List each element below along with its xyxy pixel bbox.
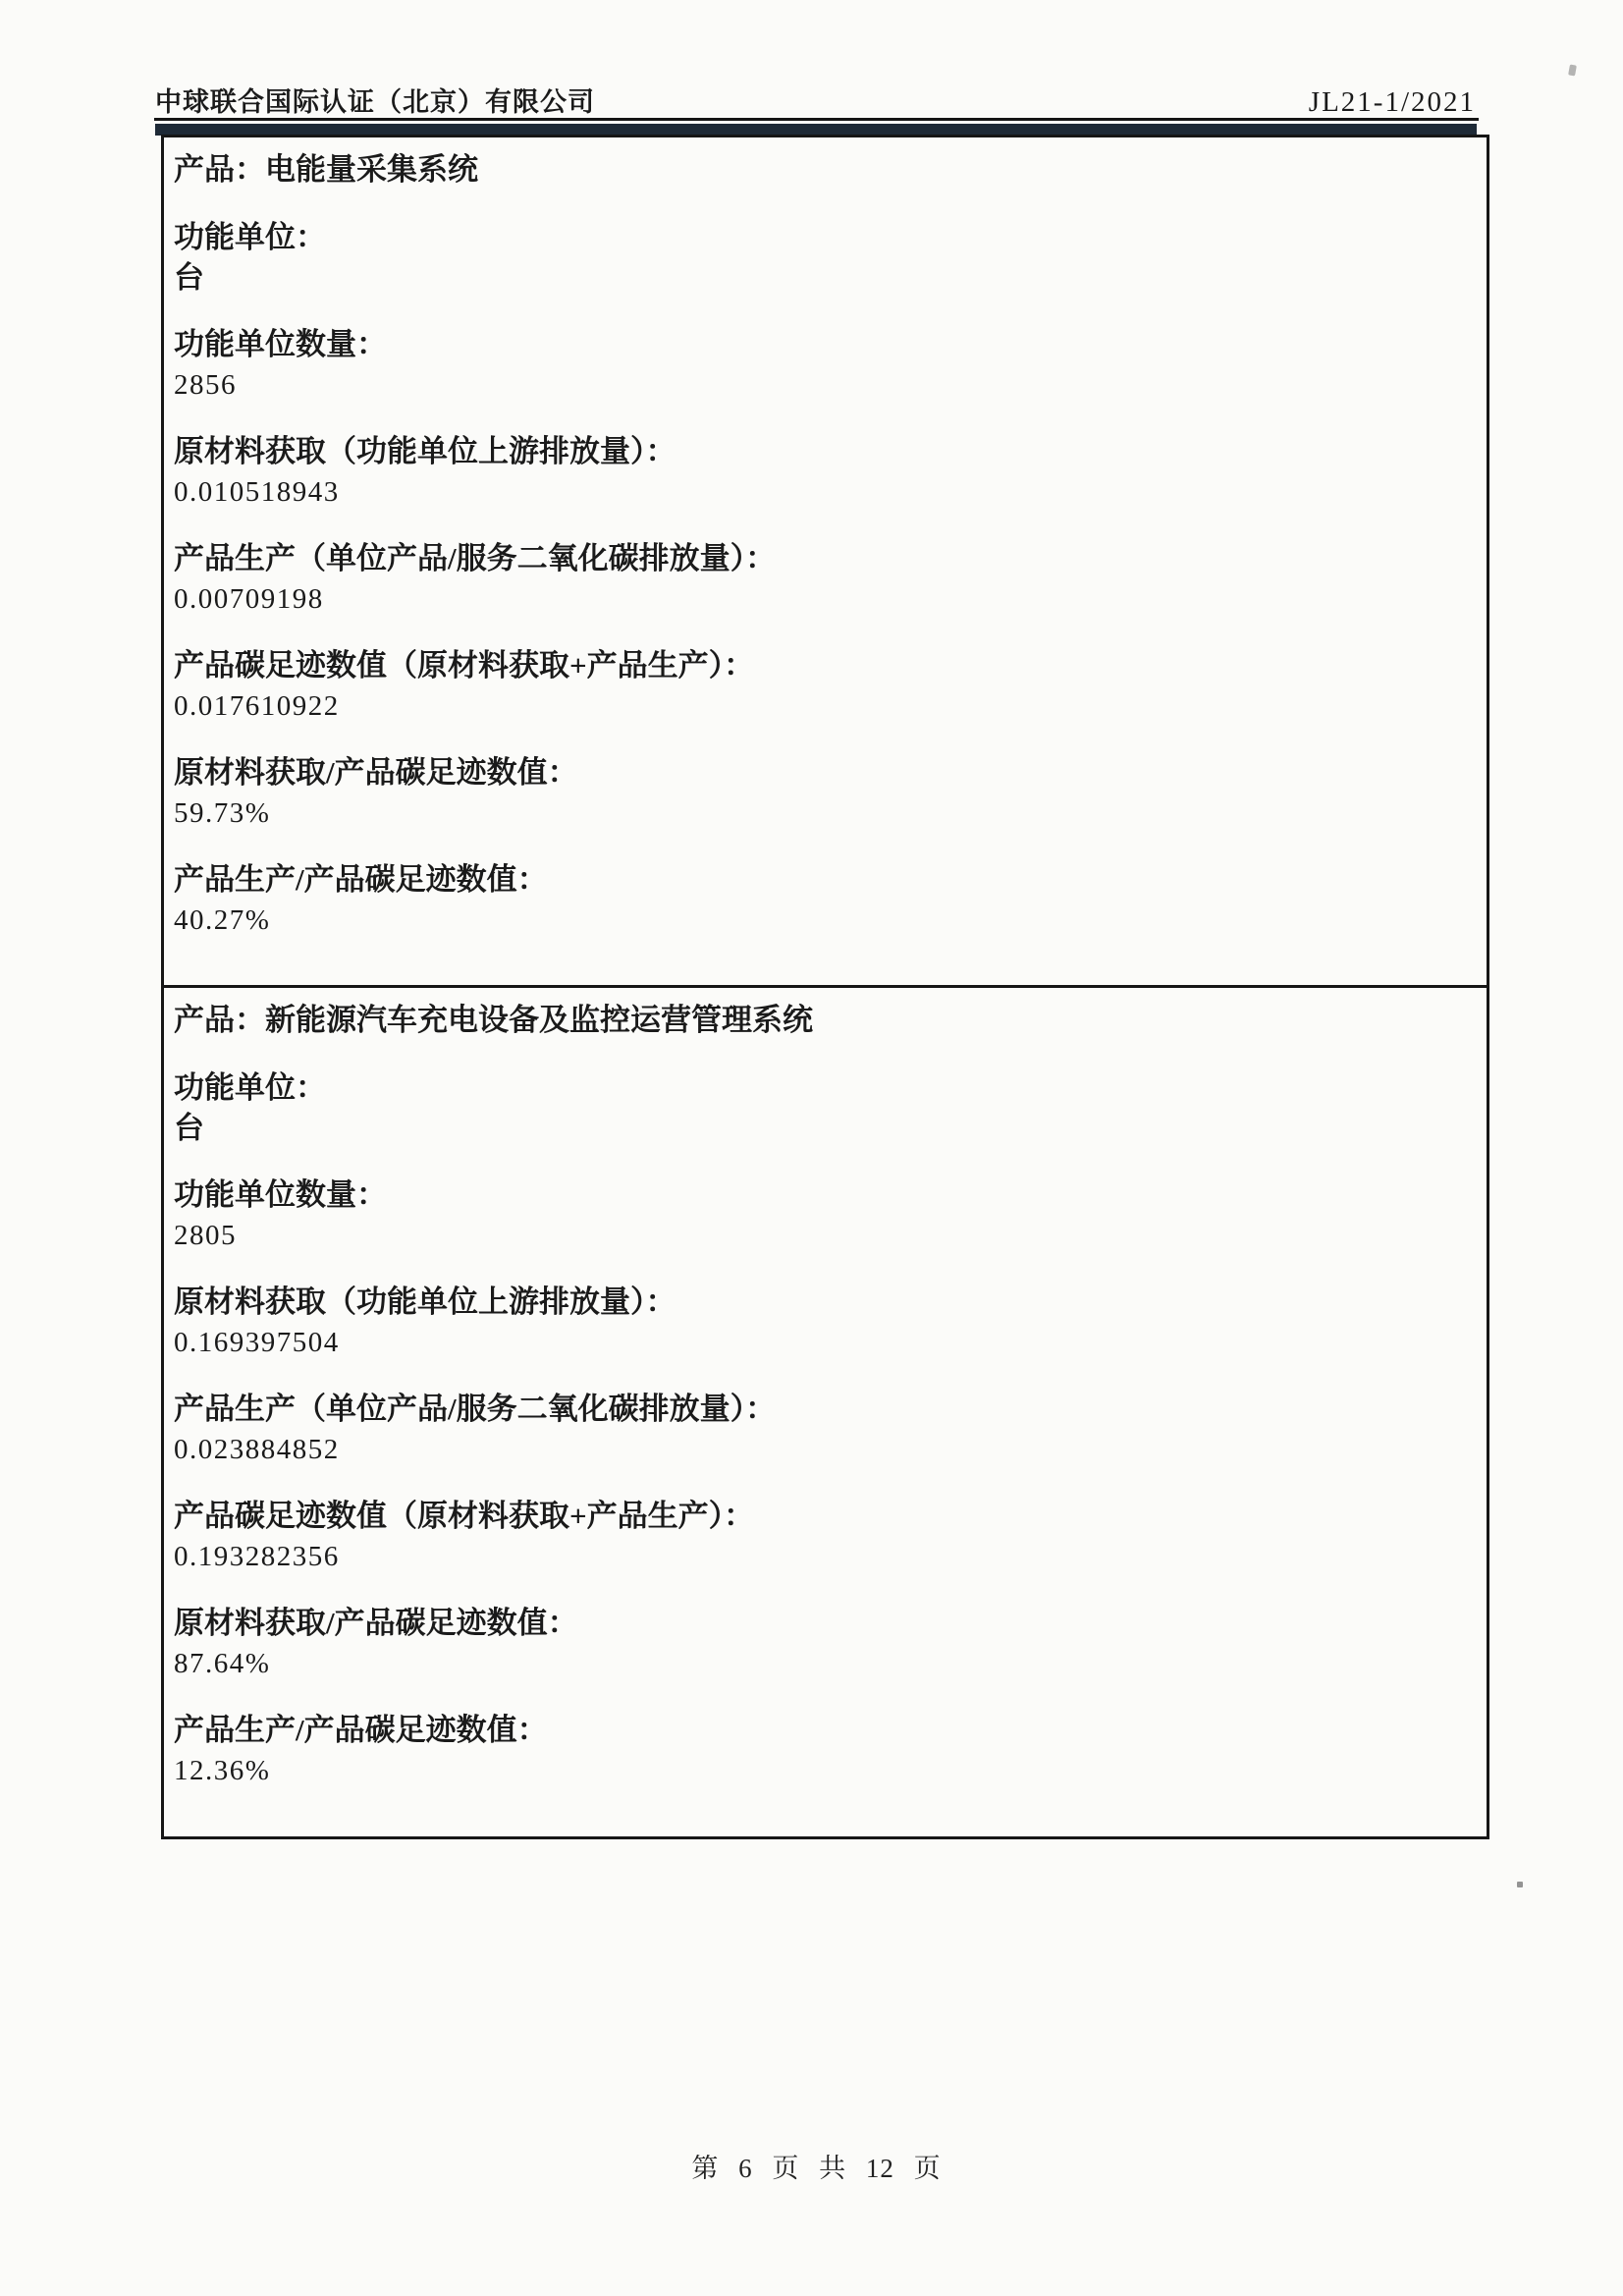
document-code: JL21-1/2021 xyxy=(1308,86,1476,118)
page-header xyxy=(155,81,1476,119)
field-carbon-footprint xyxy=(174,646,1463,727)
field-value: 0.023884852 xyxy=(174,1434,340,1465)
field-production xyxy=(174,1390,1463,1470)
field-value: 59.73% xyxy=(174,797,271,829)
field-value: 台 xyxy=(174,1111,204,1145)
field-raw-material-ratio xyxy=(174,1604,1463,1684)
field-label: 原材料获取（功能单位上游排放量）： xyxy=(174,434,676,468)
field-unit-quantity xyxy=(174,1175,1463,1256)
field-raw-material xyxy=(174,1283,1463,1363)
field-functional-unit xyxy=(174,218,1463,299)
field-label: 原材料获取/产品碳足迹数值： xyxy=(174,1606,578,1640)
header-rule-thin xyxy=(154,118,1479,121)
field-label: 产品碳足迹数值（原材料获取+产品生产）： xyxy=(174,648,755,683)
scan-speck xyxy=(1568,64,1577,76)
field-value: 2856 xyxy=(174,369,237,401)
field-value: 台 xyxy=(174,260,204,295)
field-production xyxy=(174,539,1463,620)
product-data-box xyxy=(161,135,1489,1839)
field-raw-material-ratio xyxy=(174,753,1463,834)
field-unit-quantity xyxy=(174,325,1463,406)
field-label: 产品生产（单位产品/服务二氧化碳排放量）： xyxy=(174,1392,777,1426)
field-label: 产品生产（单位产品/服务二氧化碳排放量）： xyxy=(174,541,777,575)
field-value: 0.00709198 xyxy=(174,583,324,615)
company-name: 中球联合国际认证（北京）有限公司 xyxy=(155,87,595,117)
product-title: 产品：新能源汽车充电设备及监控运营管理系统 xyxy=(174,1003,813,1037)
field-value: 0.017610922 xyxy=(174,690,340,722)
field-label: 功能单位数量： xyxy=(174,1177,387,1212)
field-carbon-footprint xyxy=(174,1497,1463,1577)
field-production-ratio xyxy=(174,860,1463,941)
field-value: 40.27% xyxy=(174,904,271,936)
page-number-footer: 第 6 页 共 12 页 xyxy=(691,2154,942,2183)
field-label: 产品生产/产品碳足迹数值： xyxy=(174,862,548,897)
product-section-1 xyxy=(164,137,1487,988)
field-label: 功能单位： xyxy=(174,1070,326,1105)
field-value: 2805 xyxy=(174,1220,237,1251)
field-value: 0.193282356 xyxy=(174,1541,340,1572)
field-production-ratio xyxy=(174,1711,1463,1791)
field-label: 原材料获取/产品碳足迹数值： xyxy=(174,755,578,790)
product-section-2 xyxy=(164,988,1487,1791)
field-label: 产品碳足迹数值（原材料获取+产品生产）： xyxy=(174,1499,755,1533)
field-value: 0.169397504 xyxy=(174,1327,340,1358)
scan-speck xyxy=(1517,1882,1523,1887)
field-raw-material xyxy=(174,432,1463,513)
field-value: 12.36% xyxy=(174,1755,271,1786)
field-functional-unit xyxy=(174,1068,1463,1149)
field-label: 原材料获取（功能单位上游排放量）： xyxy=(174,1285,676,1319)
field-label: 产品生产/产品碳足迹数值： xyxy=(174,1713,548,1747)
field-value: 87.64% xyxy=(174,1648,271,1679)
product-title: 产品：电能量采集系统 xyxy=(174,152,478,187)
field-label: 功能单位： xyxy=(174,220,326,254)
field-value: 0.010518943 xyxy=(174,476,340,508)
field-label: 功能单位数量： xyxy=(174,327,387,361)
